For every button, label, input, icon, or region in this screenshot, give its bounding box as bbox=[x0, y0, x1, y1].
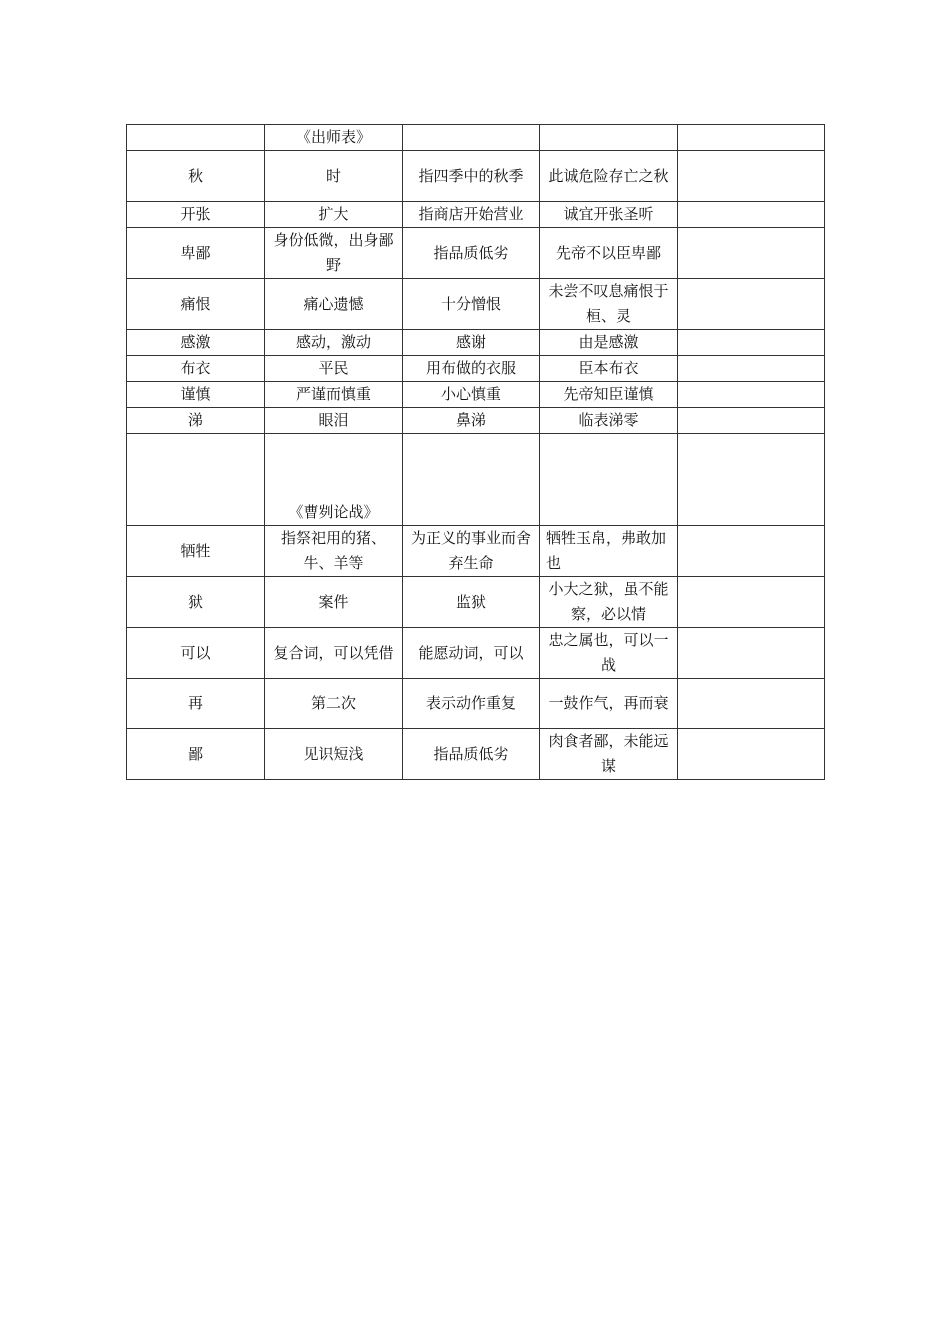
word-cell: 谨慎 bbox=[127, 382, 265, 408]
blank-cell bbox=[678, 679, 825, 729]
blank-cell bbox=[678, 628, 825, 679]
word-cell: 卑鄙 bbox=[127, 228, 265, 279]
example-sentence-cell: 临表涕零 bbox=[540, 408, 678, 434]
modern-meaning-cell: 指品质低劣 bbox=[403, 729, 540, 780]
word-cell: 痛恨 bbox=[127, 279, 265, 330]
modern-meaning-cell: 鼻涕 bbox=[403, 408, 540, 434]
table-row bbox=[127, 408, 825, 434]
modern-meaning-cell: 指品质低劣 bbox=[403, 228, 540, 279]
blank-cell bbox=[678, 330, 825, 356]
word-cell: 涕 bbox=[127, 408, 265, 434]
table-row bbox=[127, 356, 825, 382]
modern-meaning-cell: 为正义的事业而舍弃生命 bbox=[403, 526, 540, 577]
example-sentence-cell: 先帝不以臣卑鄙 bbox=[540, 228, 678, 279]
modern-meaning-cell: 感谢 bbox=[403, 330, 540, 356]
blank-cell bbox=[678, 151, 825, 202]
word-cell bbox=[127, 434, 265, 526]
word-cell: 秋 bbox=[127, 151, 265, 202]
example-sentence-cell: 牺牲玉帛，弗敢加也 bbox=[540, 526, 678, 577]
example-sentence-cell bbox=[540, 434, 678, 526]
word-cell: 布衣 bbox=[127, 356, 265, 382]
ancient-meaning-cell: 眼泪 bbox=[265, 408, 403, 434]
ancient-meaning-cell: 复合词，可以凭借 bbox=[265, 628, 403, 679]
word-cell: 感激 bbox=[127, 330, 265, 356]
word-cell: 可以 bbox=[127, 628, 265, 679]
ancient-meaning-cell: 案件 bbox=[265, 577, 403, 628]
ancient-meaning-cell: 第二次 bbox=[265, 679, 403, 729]
section-title-cell: 《出师表》 bbox=[265, 125, 403, 151]
example-sentence-cell: 由是感激 bbox=[540, 330, 678, 356]
ancient-meaning-cell: 扩大 bbox=[265, 202, 403, 228]
blank-cell bbox=[678, 577, 825, 628]
modern-meaning-cell: 十分憎恨 bbox=[403, 279, 540, 330]
ancient-meaning-cell: 感动，激动 bbox=[265, 330, 403, 356]
section-header-row bbox=[127, 434, 825, 526]
modern-meaning-cell: 用布做的衣服 bbox=[403, 356, 540, 382]
table-row bbox=[127, 729, 825, 780]
example-sentence-cell: 先帝知臣谨慎 bbox=[540, 382, 678, 408]
blank-cell bbox=[678, 202, 825, 228]
word-cell: 牺牲 bbox=[127, 526, 265, 577]
table-row bbox=[127, 679, 825, 729]
blank-cell bbox=[678, 729, 825, 780]
example-sentence-cell: 诚宜开张圣听 bbox=[540, 202, 678, 228]
word-cell: 鄙 bbox=[127, 729, 265, 780]
word-cell: 再 bbox=[127, 679, 265, 729]
ancient-meaning-cell: 平民 bbox=[265, 356, 403, 382]
example-sentence-cell: 未尝不叹息痛恨于桓、灵 bbox=[540, 279, 678, 330]
modern-meaning-cell bbox=[403, 434, 540, 526]
table-row bbox=[127, 382, 825, 408]
blank-cell bbox=[678, 228, 825, 279]
modern-meaning-cell: 能愿动词，可以 bbox=[403, 628, 540, 679]
table-row bbox=[127, 279, 825, 330]
ancient-meaning-cell: 时 bbox=[265, 151, 403, 202]
modern-meaning-cell: 指四季中的秋季 bbox=[403, 151, 540, 202]
example-sentence-cell: 小大之狱，虽不能察，必以情 bbox=[540, 577, 678, 628]
example-sentence-cell bbox=[540, 125, 678, 151]
section-title-cell: 《曹刿论战》 bbox=[265, 434, 403, 526]
word-cell: 开张 bbox=[127, 202, 265, 228]
table-row bbox=[127, 577, 825, 628]
blank-cell bbox=[678, 408, 825, 434]
table-row bbox=[127, 228, 825, 279]
ancient-meaning-cell: 见识短浅 bbox=[265, 729, 403, 780]
modern-meaning-cell: 小心慎重 bbox=[403, 382, 540, 408]
word-cell bbox=[127, 125, 265, 151]
example-sentence-cell: 忠之属也，可以一战 bbox=[540, 628, 678, 679]
word-cell: 狱 bbox=[127, 577, 265, 628]
ancient-meaning-cell: 指祭祀用的猪、牛、羊等 bbox=[265, 526, 403, 577]
blank-cell bbox=[678, 279, 825, 330]
modern-meaning-cell bbox=[403, 125, 540, 151]
blank-cell bbox=[678, 382, 825, 408]
blank-cell bbox=[678, 356, 825, 382]
vocabulary-table bbox=[126, 124, 825, 780]
ancient-meaning-cell: 痛心遗憾 bbox=[265, 279, 403, 330]
blank-cell bbox=[678, 125, 825, 151]
modern-meaning-cell: 表示动作重复 bbox=[403, 679, 540, 729]
modern-meaning-cell: 监狱 bbox=[403, 577, 540, 628]
table-row bbox=[127, 202, 825, 228]
table-row bbox=[127, 330, 825, 356]
ancient-meaning-cell: 严谨而慎重 bbox=[265, 382, 403, 408]
modern-meaning-cell: 指商店开始营业 bbox=[403, 202, 540, 228]
blank-cell bbox=[678, 526, 825, 577]
example-sentence-cell: 臣本布衣 bbox=[540, 356, 678, 382]
blank-cell bbox=[678, 434, 825, 526]
example-sentence-cell: 此诚危险存亡之秋 bbox=[540, 151, 678, 202]
table-row bbox=[127, 151, 825, 202]
table-row bbox=[127, 526, 825, 577]
table-row bbox=[127, 628, 825, 679]
ancient-meaning-cell: 身份低微，出身鄙野 bbox=[265, 228, 403, 279]
section-header-row bbox=[127, 125, 825, 151]
example-sentence-cell: 肉食者鄙，未能远谋 bbox=[540, 729, 678, 780]
example-sentence-cell: 一鼓作气，再而衰 bbox=[540, 679, 678, 729]
